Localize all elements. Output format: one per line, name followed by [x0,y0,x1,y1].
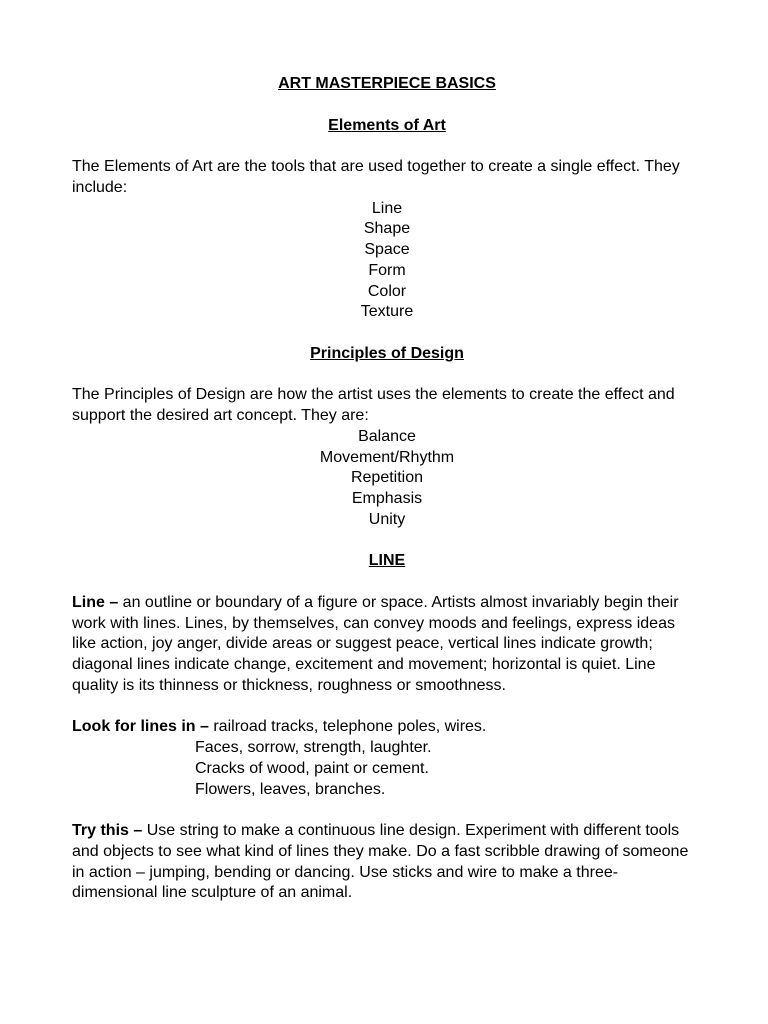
list-item: Shape [363,220,411,238]
look-for-lines [72,717,702,738]
try-this [72,821,702,904]
document-title: ART MASTERPIECE BASICS [278,75,496,92]
spacer [72,800,702,821]
list-item: Unity [368,510,406,528]
list-item: Repetition [350,469,424,487]
list-item: Balance [358,427,416,445]
list-item: Form [368,261,406,279]
try-this-term: Try this – [72,822,143,839]
spacer [72,572,702,593]
list-item: Movement/Rhythm [319,448,455,466]
spacer [72,365,702,386]
list-item: Color [367,282,407,300]
list-item: Faces, sorrow, strength, laughter. [195,739,432,756]
list-item: Texture [360,303,414,321]
list-item: Emphasis [351,490,423,507]
elements-heading: Elements of Art [328,116,446,134]
principles-intro: The Principles of Design are how the artist uses the elements to create the effect and support the desired art concept. They are: [72,386,675,424]
spacer [72,323,702,344]
try-this-text: Use string to make a continuous line design. Experiment with different tools and objects to see what kind of lines they make. Do a fast scribble drawing of someone in action – jumping, bending or dancing. Use sticks and wire to make a three-dimensional line sculpture of an animal. [72,822,689,902]
elements-list [72,199,702,324]
line-heading: LINE [368,552,406,570]
list-item: Line [371,199,403,217]
look-for-list [72,738,702,800]
list-item: Cracks of wood, paint or cement. [195,759,429,777]
document-page [72,74,702,904]
list-item: Space [364,241,410,258]
spacer [72,697,702,718]
list-item: Flowers, leaves, branches. [195,780,386,798]
spacer [72,136,702,157]
look-for-first: railroad tracks, telephone poles, wires. [208,718,487,736]
spacer [72,95,702,116]
line-definition-text: an outline or boundary of a figure or space. Artists almost invariably begin their work with lines. Lines, by themselves, can convey moods and feelings, express ideas like action, joy anger, divide areas or suggest peace, vertical lines indicate growth; diagonal lines indicate change, excitement and movement; horizontal is quiet. Line quality is its thinness or thickness, roughness or smoothness. [72,593,679,694]
look-for-term: Look for lines in – [72,718,209,736]
spacer [72,531,702,552]
principles-list [72,427,702,531]
elements-intro: The Elements of Art are the tools that are used together to create a single effect. They include: [72,158,680,196]
principles-heading: Principles of Design [310,344,464,362]
line-definition-term: Line – [72,593,119,611]
line-definition [72,593,702,697]
